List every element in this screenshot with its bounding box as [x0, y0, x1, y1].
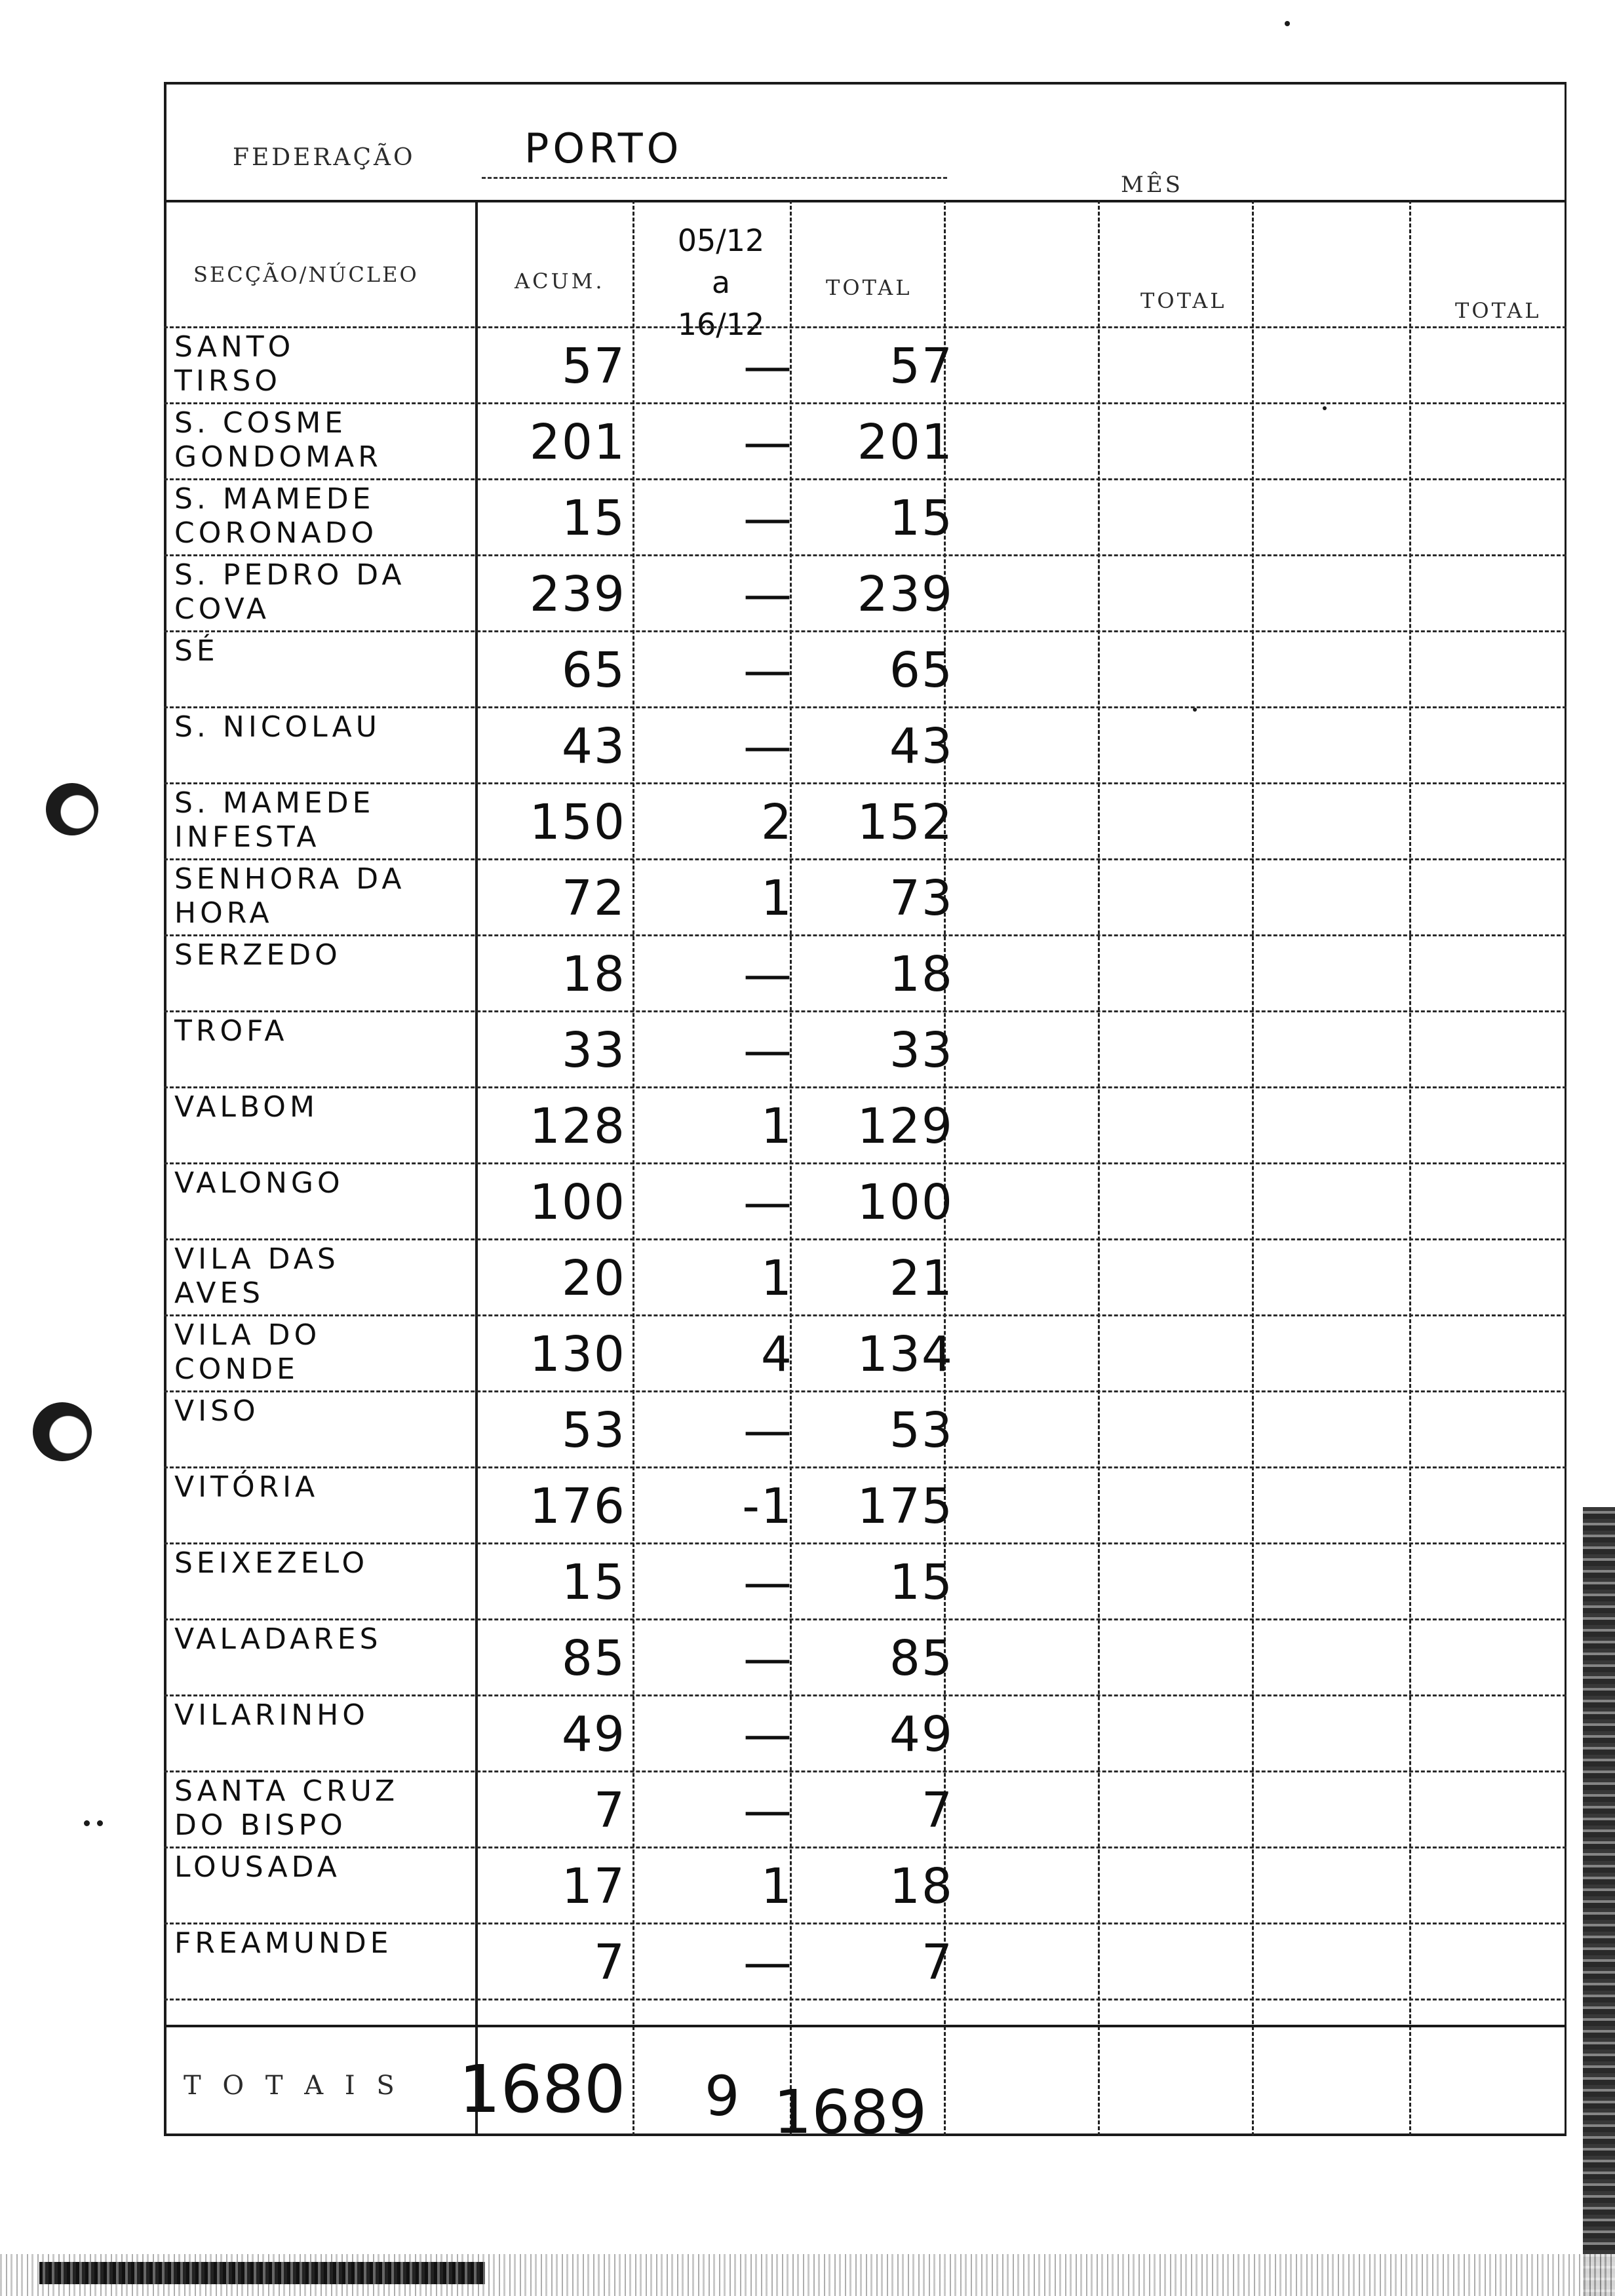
table-row — [164, 402, 1566, 478]
total-value: 152 — [857, 794, 954, 851]
total-value: 134 — [857, 1326, 954, 1383]
table-row — [164, 706, 1566, 782]
period-value: — — [743, 338, 793, 394]
accum-value: 57 — [561, 338, 626, 394]
accum-value: 49 — [561, 1706, 626, 1763]
total-value: 15 — [889, 490, 954, 546]
section-name: S. NICOLAU — [174, 710, 381, 744]
total-value: 65 — [889, 642, 954, 698]
section-name: VALBOM — [174, 1090, 319, 1124]
section-name: SANTA CRUZ DO BISPO — [174, 1774, 399, 1842]
month-label: MÊS — [1121, 172, 1183, 198]
section-name: SEIXEZELO — [174, 1546, 369, 1580]
section-name: S. MAMEDE INFESTA — [174, 786, 375, 854]
total-value: 129 — [857, 1098, 954, 1155]
totals-rule — [164, 2025, 1566, 2027]
total-value: 57 — [889, 338, 954, 394]
total-value: 239 — [857, 566, 954, 622]
period-value: 1 — [760, 870, 793, 927]
total-value: 33 — [889, 1022, 954, 1079]
federation-underline — [482, 177, 947, 179]
section-name: SERZEDO — [174, 938, 341, 972]
total-value: 7 — [921, 1782, 954, 1839]
accum-value: 53 — [561, 1402, 626, 1459]
speck — [1193, 708, 1197, 712]
column-header-total-2: TOTAL — [1140, 288, 1227, 313]
accum-value: 18 — [561, 946, 626, 1003]
total-value: 18 — [889, 946, 954, 1003]
section-name: VISO — [174, 1394, 260, 1428]
accum-value: 17 — [561, 1858, 626, 1915]
accum-value: 7 — [593, 1934, 626, 1991]
accum-value: 15 — [561, 490, 626, 546]
table-row — [164, 1694, 1566, 1770]
column-header-accum: ACUM. — [515, 269, 605, 294]
column-header-section: SECÇÃO/NÚCLEO — [193, 262, 419, 287]
table-row — [164, 1162, 1566, 1238]
section-name: S. COSME GONDOMAR — [174, 406, 382, 474]
total-value: 15 — [889, 1554, 954, 1611]
section-name: VALADARES — [174, 1622, 382, 1656]
accum-value: 100 — [529, 1174, 626, 1231]
section-name: SANTO TIRSO — [174, 330, 295, 398]
column-header-total-3: TOTAL — [1455, 298, 1542, 323]
period-value: — — [743, 718, 793, 775]
period-value: — — [743, 1782, 793, 1839]
period-value: — — [743, 1934, 793, 1991]
period-value: — — [743, 490, 793, 546]
federation-value: PORTO — [524, 124, 683, 172]
table-row — [164, 1466, 1566, 1542]
totals-accum: 1680 — [459, 2051, 626, 2128]
table-row — [164, 934, 1566, 1010]
period-value: — — [743, 1174, 793, 1231]
grid-line-h22 — [164, 1999, 1566, 2000]
totals-label: T O T A I S — [184, 2071, 401, 2101]
period-value: -1 — [742, 1478, 793, 1535]
total-value: 18 — [889, 1858, 954, 1915]
section-name: TROFA — [174, 1014, 288, 1048]
table-row — [164, 1770, 1566, 1846]
table-row — [164, 554, 1566, 630]
scan-edge — [1583, 1507, 1615, 2296]
punch-hole-upper — [46, 783, 98, 835]
punch-hole-lower — [33, 1402, 92, 1461]
federation-label: FEDERAÇÃO — [233, 144, 416, 171]
period-value: 4 — [760, 1326, 793, 1383]
total-value: 100 — [857, 1174, 954, 1231]
section-name: S. PEDRO DA COVA — [174, 558, 406, 626]
section-name: VILARINHO — [174, 1698, 369, 1732]
speck — [1285, 21, 1290, 26]
period-value: 1 — [760, 1858, 793, 1915]
total-value: 49 — [889, 1706, 954, 1763]
totals-total: 1689 — [773, 2077, 927, 2147]
table-row — [164, 1923, 1566, 1999]
table-row — [164, 1010, 1566, 1086]
total-value: 175 — [857, 1478, 954, 1535]
accum-value: 239 — [529, 566, 626, 622]
speck — [97, 1820, 103, 1826]
section-name: VITÓRIA — [174, 1470, 319, 1504]
period-value: — — [743, 414, 793, 470]
period-value: 1 — [760, 1098, 793, 1155]
total-value: 85 — [889, 1630, 954, 1687]
section-name: SÉ — [174, 634, 219, 668]
accum-value: 7 — [593, 1782, 626, 1839]
period-value: — — [743, 1402, 793, 1459]
section-name: LOUSADA — [174, 1850, 341, 1884]
period-value: — — [743, 1706, 793, 1763]
scan-bottom-dark — [39, 2262, 485, 2284]
period-value: — — [743, 566, 793, 622]
table-row — [164, 782, 1566, 858]
total-value: 73 — [889, 870, 954, 927]
table-row — [164, 1846, 1566, 1923]
section-name: VILA DAS AVES — [174, 1242, 340, 1310]
total-value: 53 — [889, 1402, 954, 1459]
table-row — [164, 1542, 1566, 1618]
accum-value: 176 — [529, 1478, 626, 1535]
header-rule — [164, 200, 1566, 202]
table-row — [164, 1390, 1566, 1466]
column-header-total-1: TOTAL — [826, 275, 912, 300]
section-name: SENHORA DA HORA — [174, 862, 406, 930]
accum-value: 15 — [561, 1554, 626, 1611]
table-row — [164, 478, 1566, 554]
period-value: — — [743, 1630, 793, 1687]
period-value: — — [743, 946, 793, 1003]
total-value: 7 — [921, 1934, 954, 1991]
period-value: 2 — [760, 794, 793, 851]
accum-value: 65 — [561, 642, 626, 698]
column-header-period: 05/12 a 16/12 — [677, 223, 765, 342]
accum-value: 43 — [561, 718, 626, 775]
accum-value: 20 — [561, 1250, 626, 1307]
total-value: 21 — [889, 1250, 954, 1307]
accum-value: 128 — [529, 1098, 626, 1155]
table-row — [164, 1314, 1566, 1390]
section-name: FREAMUNDE — [174, 1926, 393, 1960]
table-row — [164, 630, 1566, 706]
period-value: — — [743, 1022, 793, 1079]
accum-value: 72 — [561, 870, 626, 927]
period-value: — — [743, 642, 793, 698]
section-name: S. MAMEDE CORONADO — [174, 482, 378, 550]
accum-value: 150 — [529, 794, 626, 851]
table-row — [164, 326, 1566, 402]
speck — [84, 1820, 90, 1826]
section-name: VILA DO CONDE — [174, 1318, 321, 1386]
table-row — [164, 1618, 1566, 1694]
section-name: VALONGO — [174, 1166, 344, 1200]
speck — [1323, 406, 1327, 410]
period-value: — — [743, 1554, 793, 1611]
total-value: 43 — [889, 718, 954, 775]
total-value: 201 — [857, 414, 954, 470]
accum-value: 85 — [561, 1630, 626, 1687]
accum-value: 33 — [561, 1022, 626, 1079]
accum-value: 130 — [529, 1326, 626, 1383]
period-value: 1 — [760, 1250, 793, 1307]
totals-period: 9 — [705, 2064, 740, 2128]
table-row — [164, 858, 1566, 934]
table-row — [164, 1238, 1566, 1314]
accum-value: 201 — [529, 414, 626, 470]
table-row — [164, 1086, 1566, 1162]
